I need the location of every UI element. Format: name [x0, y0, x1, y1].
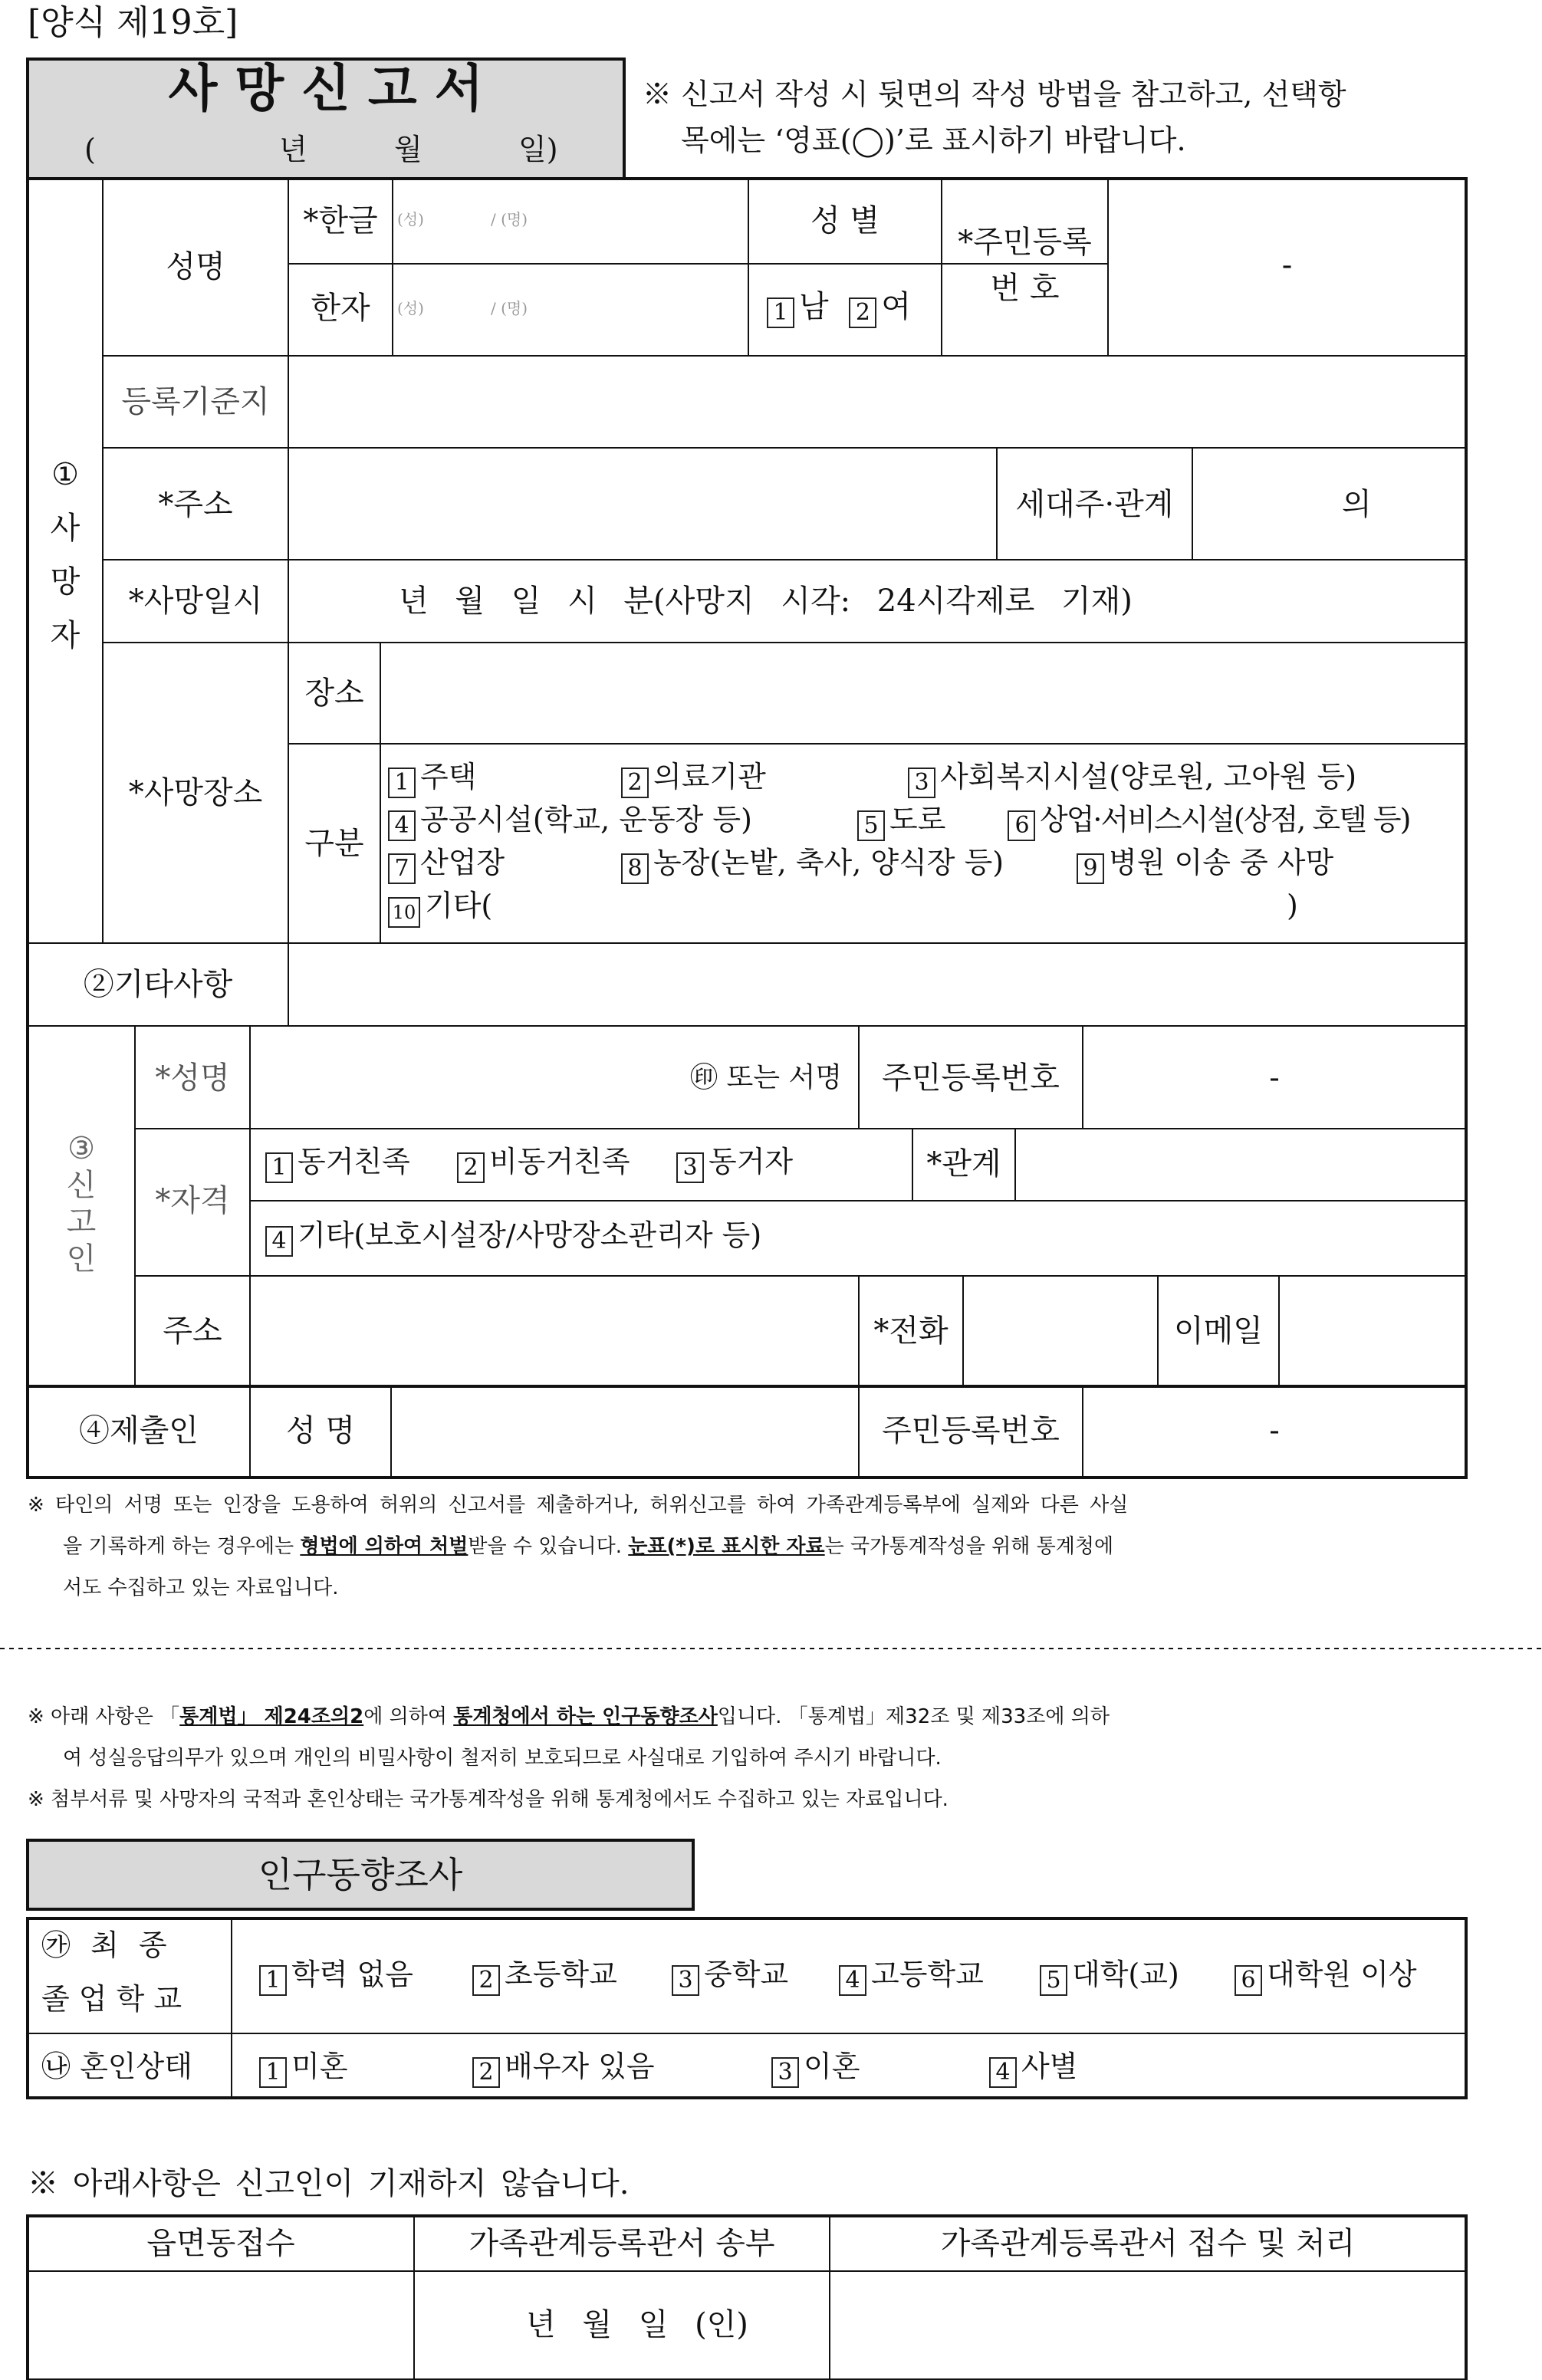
gender-option-female-number: 2 — [849, 298, 876, 328]
submitter-label: ④제출인 — [79, 1413, 199, 1448]
gender-option-female: 여 — [881, 289, 911, 324]
qualification-label: *자격 — [155, 1183, 230, 1218]
marital-option-1[interactable]: 1 미혼 — [259, 2052, 347, 2088]
deceased-rrn-field[interactable]: - — [1281, 248, 1293, 283]
form-title: 사 망 신 고 서 — [168, 58, 484, 118]
title-date-month: 월 — [394, 133, 422, 166]
place-option-8[interactable]: 8 농장(논밭, 축사, 양식장 등) — [621, 848, 1004, 884]
warning-line3: 서도 수집하고 있는 자료입니다. — [63, 1576, 339, 1599]
top-notice-line1: ※ 신고서 작성 시 뒷면의 작성 방법을 참고하고, 선택항 — [643, 77, 1346, 111]
other-field[interactable] — [291, 948, 1463, 1023]
place-label: 장소 — [304, 676, 364, 711]
top-notice-line2: 목에는 ‘영표(◯)’로 표시하기 바랍니다. — [681, 123, 1186, 157]
marital-option-3[interactable]: 3 이혼 — [771, 2052, 860, 2088]
rrn-label-line1: *주민등록 — [958, 225, 1092, 260]
education-label-line2: 졸 업 학 교 — [41, 1982, 182, 2016]
gender-option-male-number: 1 — [767, 298, 794, 328]
householder-label: 세대주·관계 — [1015, 487, 1174, 522]
edu-option-2[interactable]: 2 초등학교 — [472, 1960, 617, 1996]
warning-line2: 을 기록하게 하는 경우에는 형법에 의하여 처벌받을 수 있습니다. 눈표(*)로 표시한 자료는 국가통계작성을 위해 통계청에 — [63, 1535, 1114, 1558]
place-option-6[interactable]: 6 상업·서비스시설(상점, 호텔 등) — [1008, 805, 1409, 841]
form-number: [양식 제19호] — [28, 3, 238, 42]
office-col-2: 가족관계등록관서 송부 — [469, 2226, 775, 2261]
reporter-section-label: ③ 신 고 인 — [66, 1131, 97, 1277]
title-date-year: 년 — [279, 133, 307, 166]
submitter-rrn-field[interactable]: - — [1269, 1413, 1280, 1448]
name-label: 성명 — [166, 249, 225, 284]
hanja-label: 한자 — [311, 291, 370, 326]
phone-field[interactable] — [966, 1279, 1155, 1383]
deceased-section-label: ① 사 망 자 — [50, 457, 81, 653]
death-time-label: *사망일시 — [128, 583, 263, 619]
gender-option-male: 남 — [799, 289, 829, 324]
registry-field[interactable] — [291, 360, 1463, 445]
hangul-label: *한글 — [303, 203, 378, 238]
edu-option-3[interactable]: 3 중학교 — [672, 1960, 788, 1996]
submitter-name-label: 성 명 — [286, 1413, 355, 1448]
qual-option-1[interactable]: 1 동거친족 — [265, 1147, 410, 1183]
edu-option-5[interactable]: 5 대학(교) — [1040, 1960, 1179, 1996]
edu-option-4[interactable]: 4 고등학교 — [839, 1960, 984, 1996]
place-option-9[interactable]: 9 병원 이송 중 사망 — [1077, 848, 1333, 884]
reporter-name-field[interactable] — [253, 1031, 682, 1126]
hanja-name-field[interactable] — [399, 308, 744, 342]
qual-option-4[interactable]: 4 기타(보호시설장/사망장소관리자 등) — [265, 1221, 761, 1257]
place-option-7[interactable]: 7 산업장 — [388, 848, 505, 884]
marital-option-2[interactable]: 2 배우자 있음 — [472, 2052, 655, 2088]
death-place-label: *사망장소 — [128, 775, 263, 810]
marital-label: ㉯ 혼인상태 — [41, 2050, 192, 2083]
category-label: 구분 — [304, 826, 364, 861]
title-date-day: 일) — [518, 133, 558, 166]
phone-label: *전화 — [873, 1313, 949, 1349]
gender-options[interactable] — [767, 291, 911, 328]
edu-option-6[interactable]: 6 대학원 이상 — [1235, 1960, 1417, 1996]
warning-line1: ※ 타인의 서명 또는 인장을 도용하여 허위의 신고서를 제출하거나, 허위신고를 하여 가족관계등록부에 실제와 다른 사실 — [28, 1494, 1129, 1517]
hangul-surname-hint: (성) — [397, 210, 424, 228]
reporter-name-label: *성명 — [155, 1060, 230, 1096]
place-option-1[interactable]: 1 주택 — [388, 762, 476, 798]
edu-option-1[interactable]: 1 학력 없음 — [259, 1960, 413, 1996]
place-field[interactable] — [383, 646, 1463, 741]
email-field[interactable] — [1282, 1279, 1463, 1383]
stat-notice-line1: ※ 아래 사항은 「통계법」 제24조의2에 의하여 통계청에서 하는 인구동향조사입니다. 「통계법」제32조 및 제33조에 의하 — [28, 1705, 1110, 1728]
rrn-label-line2: 번 호 — [990, 271, 1060, 306]
stat-notice-line3: ※ 첨부서류 및 사망자의 국적과 혼인상태는 국가통계작성을 위해 통계청에서도 수집하고 있는 자료입니다. — [28, 1788, 949, 1811]
office-notice: ※ 아래사항은 신고인이 기재하지 않습니다. — [28, 2166, 630, 2201]
office-col-1: 읍면동접수 — [146, 2226, 295, 2261]
marital-option-4[interactable]: 4 사별 — [989, 2052, 1077, 2088]
qual-option-2[interactable]: 2 비동거친족 — [457, 1147, 630, 1183]
seal-or-signature[interactable]: ㊞ 또는 서명 — [690, 1062, 842, 1093]
survey-title: 인구동향조사 — [258, 1854, 463, 1895]
reporter-address-label: 주소 — [163, 1313, 222, 1349]
hanja-surname-hint: (성) — [397, 299, 424, 317]
place-option-5[interactable]: 5 도로 — [857, 805, 945, 841]
registry-label: 등록기준지 — [121, 384, 270, 419]
place-option-10[interactable]: 10 기타( — [388, 891, 492, 928]
place-option-2[interactable]: 2 의료기관 — [621, 762, 766, 798]
reporter-rrn-field[interactable]: - — [1269, 1060, 1280, 1096]
reporter-rrn-label: 주민등록번호 — [882, 1060, 1060, 1096]
relation-label: *관계 — [926, 1146, 1001, 1182]
place-option-3[interactable]: 3 사회복지시설(양로원, 고아원 등) — [908, 762, 1356, 798]
reporter-address-field[interactable] — [253, 1279, 856, 1383]
address-label: *주소 — [158, 487, 233, 522]
death-time-field[interactable]: 년 월 일 시 분(사망지 시각: 24시각제로 기재) — [399, 583, 1133, 619]
submitter-rrn-label: 주민등록번호 — [882, 1413, 1060, 1448]
stat-notice-line2: 여 성실응답의무가 있으며 개인의 비밀사항이 철저히 보호되므로 사실대로 기입하여 주시기 바랍니다. — [63, 1747, 942, 1770]
hangul-name-field[interactable] — [399, 221, 744, 255]
gender-label: 성 별 — [810, 203, 879, 238]
place-option-10-close: ) — [1287, 889, 1298, 922]
education-label-line1: ㉮ 최 종 — [41, 1928, 167, 1962]
hangul-given-hint: / (명) — [491, 210, 528, 228]
other-label: ②기타사항 — [83, 967, 233, 1002]
place-option-4[interactable]: 4 공공시설(학교, 운동장 등) — [388, 805, 752, 841]
title-date-open: ( — [84, 133, 96, 166]
hanja-given-hint: / (명) — [491, 299, 528, 317]
office-date: 년 월 일 (인) — [526, 2307, 748, 2342]
householder-field[interactable]: 의 — [1342, 487, 1372, 522]
office-col-3: 가족관계등록관서 접수 및 처리 — [940, 2226, 1356, 2261]
relation-field[interactable] — [1018, 1132, 1463, 1198]
deceased-address-field[interactable] — [291, 452, 994, 557]
email-label: 이메일 — [1174, 1313, 1263, 1349]
submitter-name-field[interactable] — [394, 1389, 856, 1475]
qual-option-3[interactable]: 3 동거자 — [676, 1147, 793, 1183]
